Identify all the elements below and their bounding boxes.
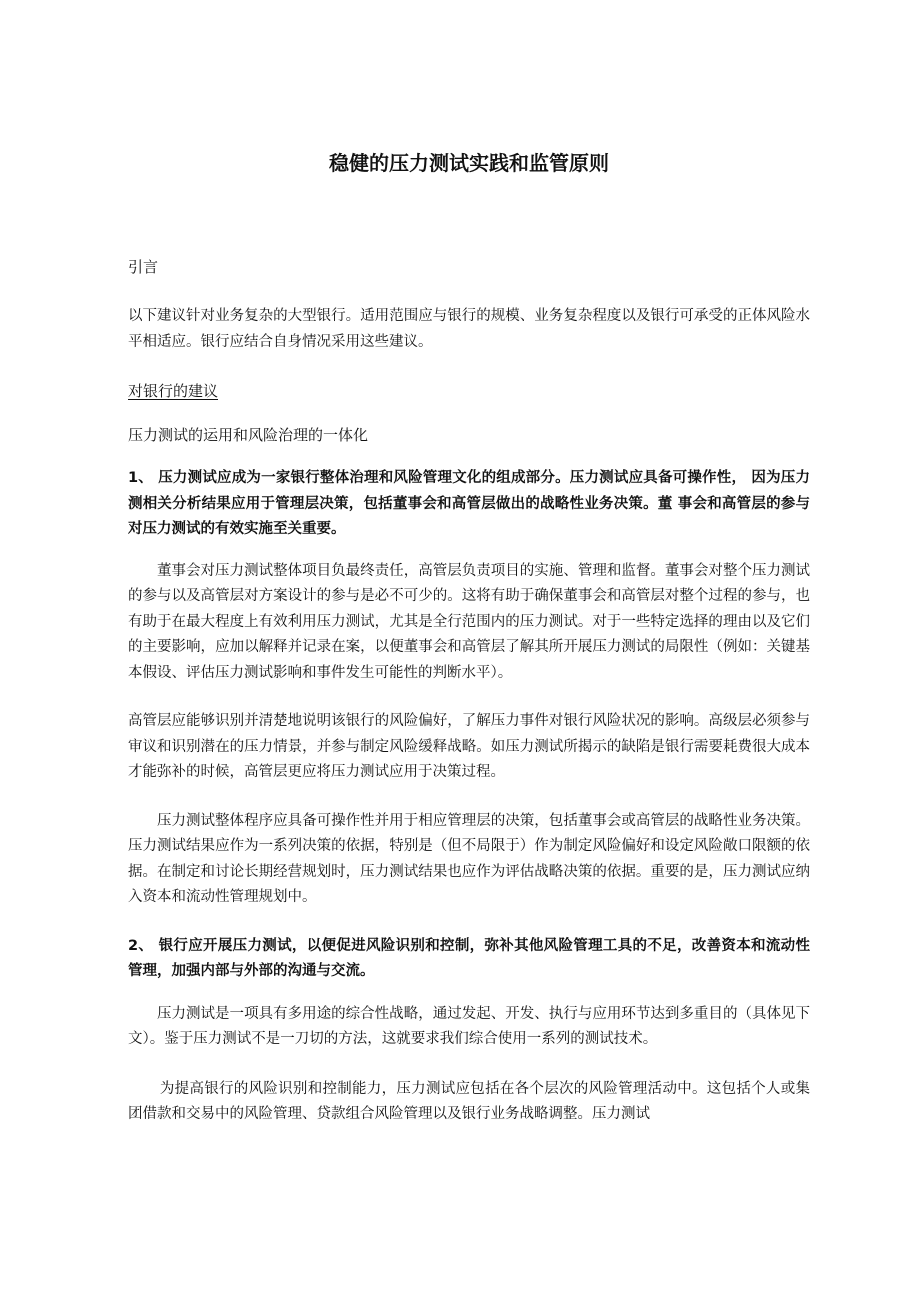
numbered-item-2: 2、 银行应开展压力测试，以便促进风险识别和控制，弥补其他风险管理工具的不足，改善资本和流动性管理，加强内部与外部的沟通与交流。 xyxy=(128,937,810,979)
document-body xyxy=(128,146,810,1128)
numbered-item-1: 1、 压力测试应成为一家银行整体治理和风险管理文化的组成部分。压力测试应具备可操作性， 因为压力测相关分析结果应用于管理层决策，包括董事会和高管层做出的战略性业务决策。董 事会和高管层的参与对压力测试的有效实施至关重要。 xyxy=(128,470,810,537)
intro-heading: 引言 xyxy=(128,258,159,276)
body-paragraph-5: 为提高银行的风险识别和控制能力，压力测试应包括在各个层次的风险管理活动中。这包括个人或集团借款和交易中的风险管理、贷款组合风险管理以及银行业务战略调整。压力测试 xyxy=(128,1080,810,1122)
body-paragraph-3: 压力测试整体程序应具备可操作性并用于相应管理层的决策，包括董事会或高管层的战略性业务决策。压力测试结果应作为一系列决策的依据，特别是（但不局限于）作为制定风险偏好和设定风险敞口限额的依据。在制定和讨论长期经营规划时，压力测试结果也应作为评估战略决策的依据。重要的是，压力测试应纳入资本和流动性管理规划中。 xyxy=(128,812,810,905)
subsection-heading: 压力测试的运用和风险治理的一体化 xyxy=(128,426,369,444)
section-heading: 对银行的建议 xyxy=(128,382,219,400)
body-paragraph-4: 压力测试是一项具有多用途的综合性战略，通过发起、开发、执行与应用环节达到多重目的（具体见下文）。鉴于压力测试不是一刀切的方法，这就要求我们综合使用一系列的测试技术。 xyxy=(128,1005,810,1047)
intro-paragraph: 以下建议针对业务复杂的大型银行。适用范围应与银行的规模、业务复杂程度以及银行可承受的正体风险水平相适应。银行应结合自身情况采用这些建议。 xyxy=(128,308,810,350)
body-paragraph-1: 董事会对压力测试整体项目负最终责任，高管层负责项目的实施、管理和监督。董事会对整个压力测试的参与以及高管层对方案设计的参与是必不可少的。这将有助于确保董事会和高管层对整个过程的参与，也有助于在最大程度上有效利用压力测试，尤其是全行范围内的压力测试。对于一些特定选择的理由以及它们的主要影响，应加以解释并记录在案，以便董事会和高管层了解其所开展压力测试的局限性（例如：关键基本假设、评估压力测试影响和事件发生可能性的判断水平）。 xyxy=(128,562,810,681)
document-title: 稳健的压力测试实践和监管原则 xyxy=(329,151,609,175)
body-paragraph-2: 高管层应能够识别并清楚地说明该银行的风险偏好，了解压力事件对银行风险状况的影响。高级层必须参与审议和识别潜在的压力情景，并参与制定风险缓释战略。如压力测试所揭示的缺陷是银行需要耗费很大成本才能弥补的时候，高管层更应将压力测试应用于决策过程。 xyxy=(128,713,810,780)
